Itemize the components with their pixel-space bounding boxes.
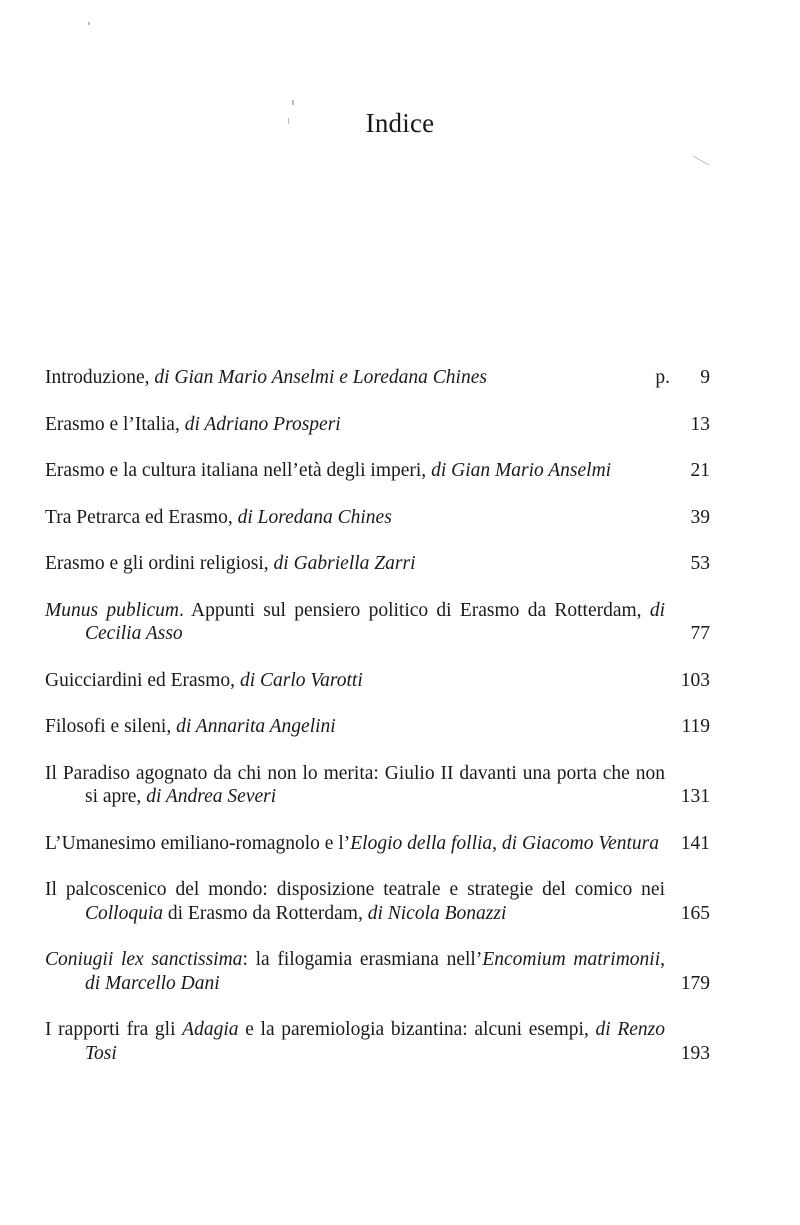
toc-entry[interactable] — [45, 948, 710, 995]
toc-entry-title — [45, 366, 665, 390]
toc-entry[interactable] — [45, 762, 710, 809]
toc-entry[interactable] — [45, 1018, 710, 1065]
toc-entry-text: Introduzione, — [45, 367, 155, 388]
page-prefix: p. — [655, 367, 670, 388]
toc-entry-italic-text: Adagia — [182, 1019, 239, 1040]
page-number: 53 — [690, 553, 710, 574]
toc-entry-italic-text: di Marcello Dani — [85, 972, 220, 994]
scan-speck — [693, 156, 709, 166]
toc-entry-italic-text: di Giacomo Ventura — [501, 832, 659, 854]
toc-entry-text: L’Umanesimo emiliano-romagnolo e l’ — [45, 832, 351, 854]
toc-entry-text: di Erasmo da Rotterdam, — [163, 902, 368, 924]
toc-entry[interactable] — [45, 459, 710, 483]
toc-entry-italic-text: Coniugii lex sanctissima — [45, 949, 243, 970]
page-number: 9 — [700, 367, 710, 388]
page-number: 179 — [680, 972, 710, 994]
toc-entry-text: Erasmo e gli ordini religiosi, — [45, 553, 274, 574]
toc-entry-italic-text: di Gabriella Zarri — [273, 553, 416, 574]
toc-entry-text: , — [660, 949, 665, 970]
page-number: 13 — [690, 413, 710, 435]
toc-entry-title — [45, 948, 665, 995]
toc-entry-title — [45, 506, 665, 530]
toc-entry[interactable] — [45, 715, 710, 739]
toc-entry[interactable] — [45, 599, 710, 646]
toc-entry[interactable] — [45, 506, 710, 530]
toc-entry-text: Erasmo e l’Italia, — [45, 413, 185, 435]
page-number: 193 — [680, 1042, 710, 1064]
toc-entry[interactable] — [45, 366, 710, 390]
toc-entry-title — [45, 599, 665, 646]
toc-entry-text: Tra Petrarca ed Erasmo, — [45, 506, 238, 528]
page-number: 131 — [680, 786, 710, 807]
page-number: 21 — [690, 460, 710, 481]
toc-entry-title — [45, 552, 665, 576]
toc-entry-italic-text: di Annarita Angelini — [176, 716, 336, 737]
toc-entry-italic-text: di Loredana Chines — [237, 506, 392, 528]
toc-entry[interactable] — [45, 832, 710, 856]
toc-entry-title — [45, 459, 665, 483]
toc-entry-title — [45, 715, 665, 739]
toc-entry-italic-text: Munus publicum — [45, 599, 179, 621]
toc-entry-title — [45, 832, 665, 856]
toc-entry[interactable] — [45, 552, 710, 576]
toc-entry-italic-text: di Adriano Prosperi — [184, 413, 341, 435]
toc-entry-text: Erasmo e la cultura italiana nell’età degli imperi, — [45, 460, 432, 481]
toc-entry-text: I rapporti fra gli — [45, 1019, 183, 1040]
page-number: 119 — [681, 716, 710, 737]
scan-speck — [88, 22, 90, 25]
toc-entry-italic-text: di Cecilia Asso — [85, 599, 666, 644]
toc-entry-italic-text: Encomium matrimonii — [482, 949, 661, 970]
toc-entry-title — [45, 413, 665, 437]
toc-entry-italic-text: di Carlo Varotti — [239, 669, 363, 691]
page-title: Indice — [365, 108, 435, 138]
toc-entry-title — [45, 1018, 665, 1065]
toc-entry-italic-text: di Renzo Tosi — [85, 1019, 666, 1064]
page-number: 141 — [680, 832, 710, 854]
page-number: 39 — [690, 506, 710, 528]
toc-entry-text: : la filogamia erasmiana nell’ — [242, 949, 483, 970]
toc-entry-text: Il Paradiso agognato da chi non lo merita: Giulio II davanti una porta che non si apre, — [45, 762, 665, 807]
toc-entry-text: Filosofi e sileni, — [45, 716, 177, 737]
toc-entry-italic-text: di Nicola Bonazzi — [367, 902, 507, 924]
toc-entry-text: Il palcoscenico del mondo: disposizione teatrale e strategie del comico nei — [45, 879, 665, 900]
page-number: 165 — [680, 902, 710, 924]
toc-entry[interactable] — [45, 878, 710, 925]
toc-entry-italic-text: Colloquia — [85, 902, 164, 924]
toc-entry-text: e la paremiologia bizantina: alcuni esempi, — [238, 1019, 596, 1040]
scan-speck — [292, 100, 294, 105]
toc-entry-title — [45, 878, 665, 925]
toc-entry-text: Guicciardini ed Erasmo, — [45, 669, 240, 691]
toc-entry-title — [45, 669, 665, 693]
toc-entry-italic-text: di Andrea Severi — [146, 786, 277, 807]
toc-entry[interactable] — [45, 413, 710, 437]
toc-entry-italic-text: di Gian Mario Anselmi — [431, 460, 612, 481]
page-number: 77 — [690, 623, 710, 644]
toc-entry[interactable] — [45, 669, 710, 693]
table-of-contents — [45, 366, 710, 1065]
toc-entry-italic-text: di Gian Mario Anselmi e Loredana Chines — [154, 367, 487, 388]
toc-entry-title — [45, 762, 665, 809]
toc-entry-text: , — [492, 832, 502, 854]
toc-entry-italic-text: Elogio della follia — [350, 832, 493, 854]
toc-entry-text: . Appunti sul pensiero politico di Erasmo da Rotterdam, — [178, 599, 650, 621]
page-number: 103 — [680, 669, 710, 691]
